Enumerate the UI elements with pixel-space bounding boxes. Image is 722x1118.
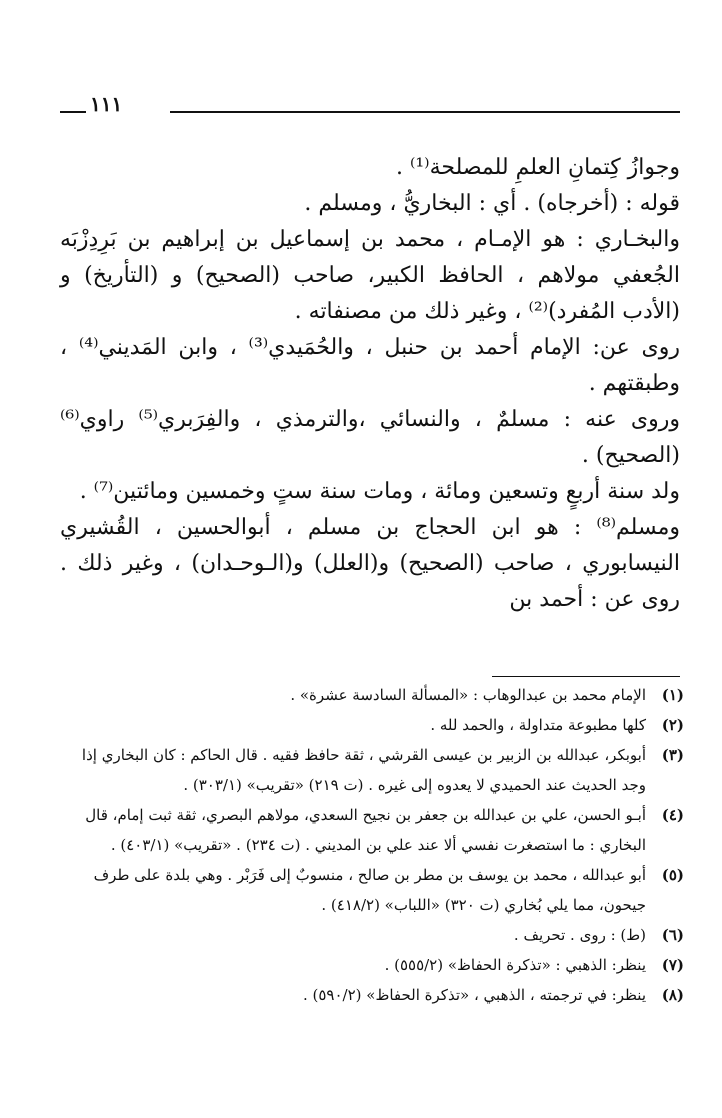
paragraph: قوله : (أخرجاه) . أي : البخاريُّ ، ومسلم . xyxy=(304,191,680,216)
footnote-separator xyxy=(492,676,680,677)
header-rule xyxy=(170,111,680,113)
footnotes xyxy=(68,680,684,1010)
header-dash xyxy=(60,111,86,113)
footnote-text: (ط) : روى . تحريف . xyxy=(513,926,646,944)
footnote xyxy=(68,740,684,800)
footnote xyxy=(68,860,684,920)
paragraph: وروى عنه : مسلمٌ ، والنسائي ،والترمذي ، والفِرَبري⁽⁵⁾ راوي⁽⁶⁾ (الصحيح) . xyxy=(60,407,681,468)
footnote-number: (٢) xyxy=(661,716,684,734)
footnote-text: ينظر: في ترجمته ، الذهبي ، «تذكرة الحفاظ» (٥٩٠/٢) . xyxy=(302,986,646,1004)
paragraph: روى عن: الإمام أحمد بن حنبل ، والحُمَيدي⁽³⁾ ، وابن المَديني⁽⁴⁾ ، وطبقتهم . xyxy=(60,335,680,396)
footnote-number: (٨) xyxy=(661,986,684,1004)
page-header xyxy=(60,92,680,122)
paragraph: والبخـاري : هو الإمـام ، محمد بن إسماعيل بن إبراهيم بن بَرِدِزْبَه الجُعفي مولاهم ، الحافظ الكبير، صاحب (الصحيح) و (التأريخ) و (الأدب المُفرد)⁽²⁾ ، وغير ذلك من مصنفاته . xyxy=(60,227,680,324)
paragraph: ولد سنة أربعٍ وتسعين ومائة ، ومات سنة ستٍ وخمسين ومائتين⁽⁷⁾ . xyxy=(79,479,680,504)
footnote-text: الإمام محمد بن عبدالوهاب : «المسألة السادسة عشرة» . xyxy=(290,686,646,704)
footnote-text: كلها مطبوعة متداولة ، والحمد لله . xyxy=(430,716,646,734)
footnote xyxy=(68,920,684,950)
paragraph: وجوازُ كِتمانِ العلمِ للمصلحة⁽¹⁾ . xyxy=(395,155,680,180)
main-text xyxy=(60,150,680,618)
footnote-text: ينظر: الذهبي : «تذكرة الحفاظ» (٥٥٥/٢) . xyxy=(384,956,646,974)
footnote-number: (٣) xyxy=(661,746,684,764)
footnote-text: أبوبكر، عبدالله بن الزبير بن عيسى القرشي ، ثقة حافظ فقيه . قال الحاكم : كان البخاري إذا وجد الحديث عند الحميدي لا يعدوه إلى غيره . (ت ٢١٩) «تقريب» (٣٠٣/١) . xyxy=(81,746,646,794)
footnote xyxy=(68,950,684,980)
footnote xyxy=(68,680,684,710)
footnote xyxy=(68,800,684,860)
paragraph: ومسلم⁽⁸⁾ : هو ابن الحجاج بن مسلم ، أبوالحسين ، القُشيري النيسابوري ، صاحب (الصحيح) و(العلل) و(الـوحـدان) ، وغير ذلك . روى عن : أحمد بن xyxy=(60,515,680,612)
footnote xyxy=(68,980,684,1010)
footnote-number: (٧) xyxy=(661,956,684,974)
footnote-text: أبو عبدالله ، محمد بن يوسف بن مطر بن صالح ، منسوبٌ إلى فَرَبْر . وهي بلدة على طرف جيحون، مما يلي بُخاري (ت ٣٢٠) «اللباب» (٤١٨/٢) . xyxy=(93,866,646,914)
footnote-number: (٤) xyxy=(661,806,684,824)
page-number: ١١١ xyxy=(90,92,123,116)
footnote-number: (٦) xyxy=(661,926,684,944)
footnote-number: (٥) xyxy=(661,866,684,884)
footnote-text: أبـو الحسن، علي بن عبدالله بن جعفر بن نجيح السعدي، مولاهم البصري، ثقة ثبت إمام، قال البخاري : ما استصغرت نفسي ألا عند علي بن المديني . (ت ٢٣٤) . «تقريب» (٤٠٣/١) . xyxy=(85,806,646,854)
footnote xyxy=(68,710,684,740)
footnote-number: (١) xyxy=(661,686,684,704)
